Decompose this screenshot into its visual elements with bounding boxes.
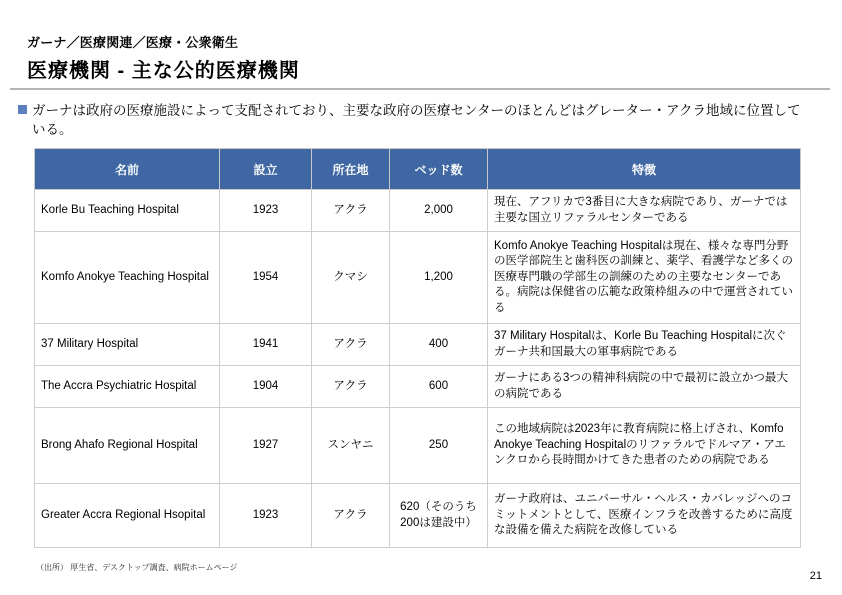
breadcrumb: ガーナ／医療関連／医療・公衆衛生 (27, 35, 239, 50)
table-row (35, 190, 801, 232)
bed-count: 600 (390, 366, 488, 408)
hospital-name: Brong Ahafo Regional Hospital (35, 408, 220, 484)
location: アクラ (312, 366, 390, 408)
page-number: 21 (809, 570, 822, 582)
page-title: 医療機関 - 主な公的医療機関 (27, 60, 300, 82)
location: スンヤニ (312, 408, 390, 484)
location: アクラ (312, 324, 390, 366)
column-header-beds: ベッド数 (390, 149, 488, 190)
bed-count: 620（そのうち200は建設中） (390, 484, 488, 548)
bed-count: 1,200 (390, 232, 488, 324)
location: クマシ (312, 232, 390, 324)
table-row (35, 324, 801, 366)
hospital-name: Korle Bu Teaching Hospital (35, 190, 220, 232)
column-header-location: 所在地 (312, 149, 390, 190)
location: アクラ (312, 190, 390, 232)
founded-year: 1904 (220, 366, 312, 408)
table-row (35, 232, 801, 324)
founded-year: 1923 (220, 484, 312, 548)
location: アクラ (312, 484, 390, 548)
title-divider (10, 88, 830, 90)
summary-text: ガーナは政府の医療施設によって支配されており、主要な政府の医療センターのほとんどはグレーター・アクラ地域に位置している。 (32, 103, 801, 137)
column-header-name: 名前 (35, 149, 220, 190)
founded-year: 1941 (220, 324, 312, 366)
features: 現在、アフリカで3番目に大きな病院であり、ガーナでは主要な国立リファラルセンターである (488, 190, 801, 232)
founded-year: 1923 (220, 190, 312, 232)
table-row (35, 484, 801, 548)
table-row (35, 366, 801, 408)
features: ガーナ政府は、ユニバーサル・ヘルス・カバレッジへのコミットメントとして、医療インフラを改善するために高度な設備を備えた病院を改修している (488, 484, 801, 548)
table-row (35, 408, 801, 484)
founded-year: 1954 (220, 232, 312, 324)
founded-year: 1927 (220, 408, 312, 484)
summary-bullet (18, 101, 808, 139)
features: Komfo Anokye Teaching Hospitalは現在、様々な専門分野の医学部院生と歯科医の訓練と、薬学、看護学など多くの医療専門職の学部生の訓練のための主要なセンターである。病院は保健省の広範な政策枠組みの中で運営されている (488, 232, 801, 324)
hospital-name: 37 Military Hospital (35, 324, 220, 366)
column-header-features: 特徴 (488, 149, 801, 190)
hospital-name: The Accra Psychiatric Hospital (35, 366, 220, 408)
features: 37 Military Hospitalは、Korle Bu Teaching Hospitalに次ぐガーナ共和国最大の軍事病院である (488, 324, 801, 366)
hospitals-table (34, 148, 801, 548)
bed-count: 250 (390, 408, 488, 484)
table-header-row (35, 149, 801, 190)
hospital-name: Greater Accra Regional Hsopital (35, 484, 220, 548)
features: ガーナにある3つの精神科病院の中で最初に設立かつ最大の病院である (488, 366, 801, 408)
bed-count: 2,000 (390, 190, 488, 232)
features: この地域病院は2023年に教育病院に格上げされ、Komfo Anokye Teaching Hospitalのリファラルでドルマア・アエンクロから長時間かけてきた患者のための病院である (488, 408, 801, 484)
hospital-name: Komfo Anokye Teaching Hospital (35, 232, 220, 324)
source-footnote: （出所） 厚生省、デスクトップ調査、病院ホームページ (36, 563, 238, 572)
bed-count: 400 (390, 324, 488, 366)
column-header-founded: 設立 (220, 149, 312, 190)
square-bullet-icon (18, 105, 27, 114)
